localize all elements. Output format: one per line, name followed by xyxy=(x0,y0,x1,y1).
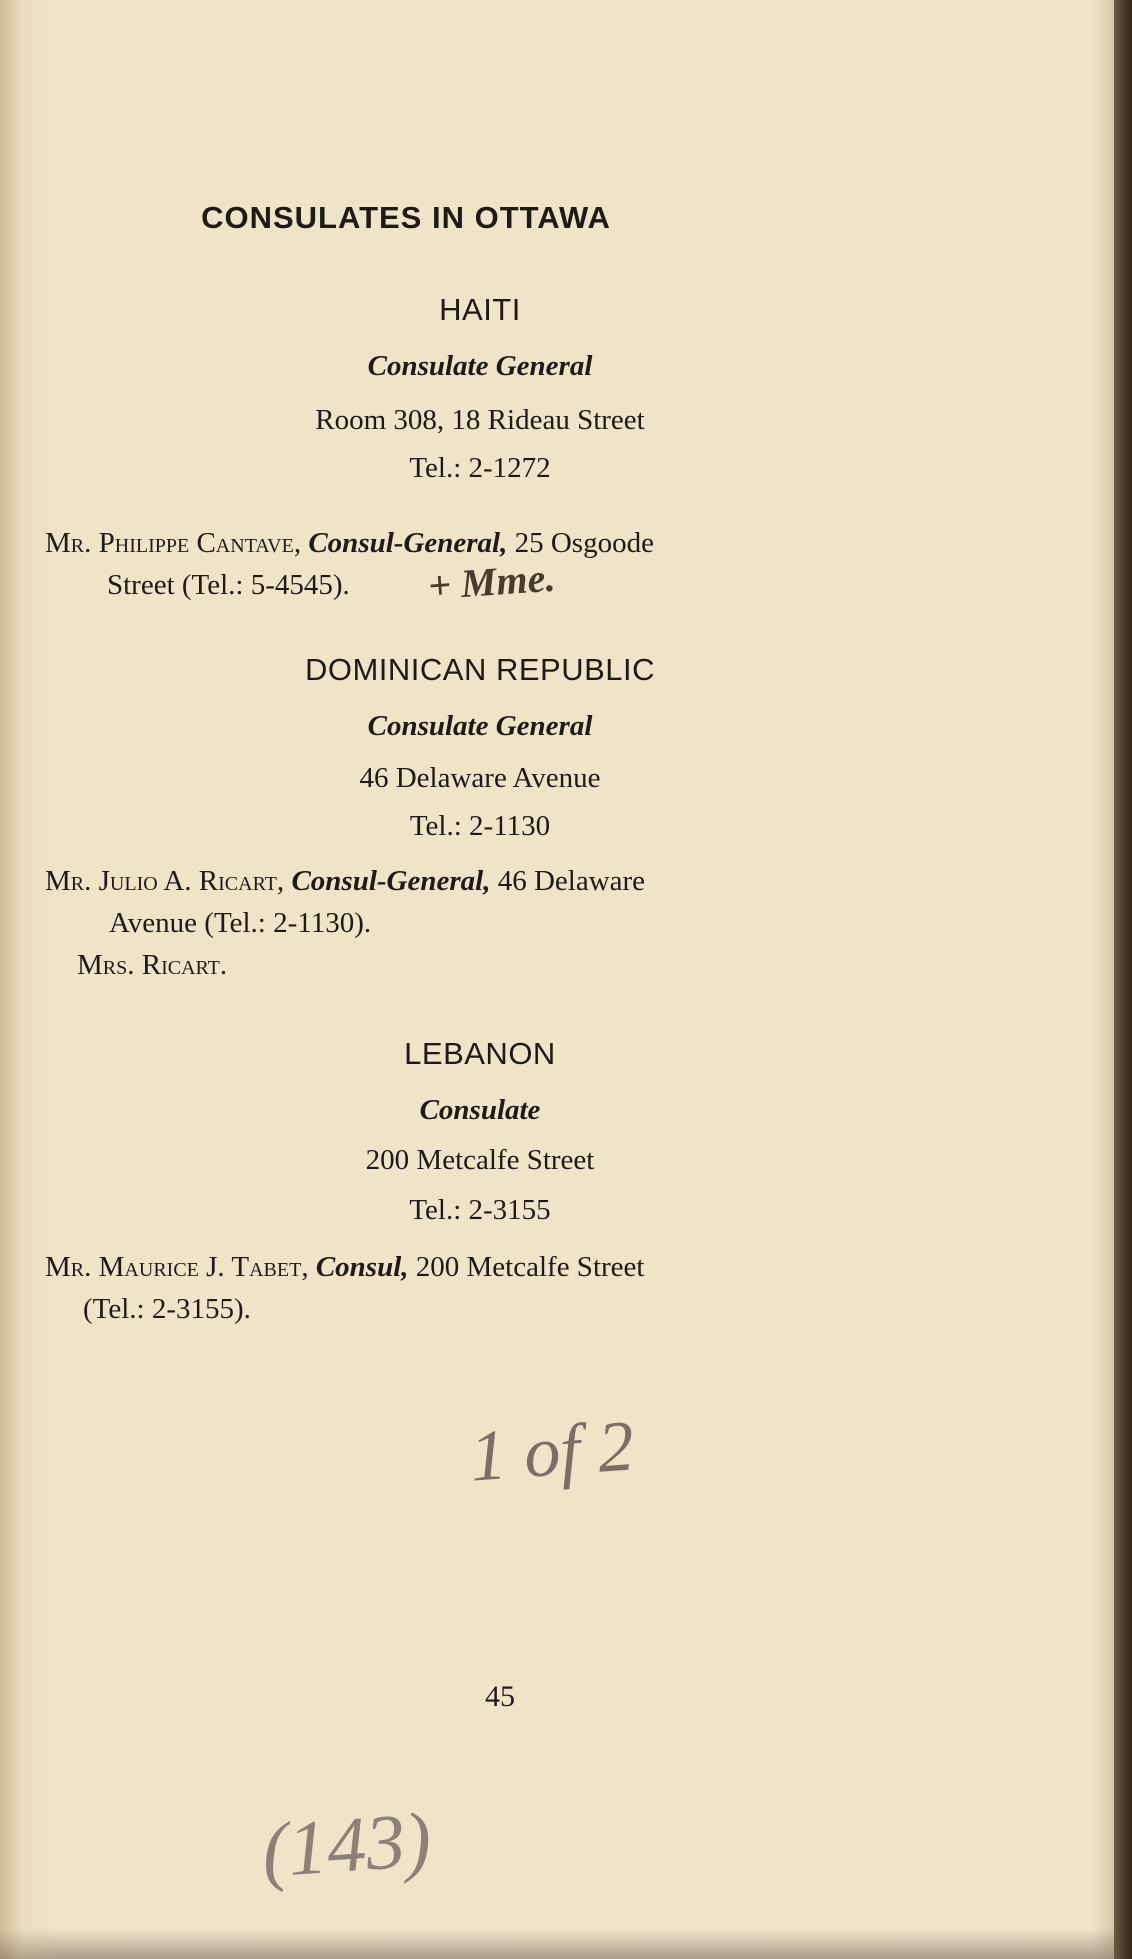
entry-address: 46 Delaware xyxy=(497,865,646,897)
consulate-type-haiti: Consulate General xyxy=(367,350,593,382)
entry-name: Maurice J. Tabet, xyxy=(98,1251,309,1283)
entry-address: 200 Metcalfe Street xyxy=(415,1251,645,1283)
tel-haiti: Tel.: 2-1272 xyxy=(409,452,551,484)
entry-address-cont: (Tel.: 2-3155). xyxy=(83,1293,251,1325)
entry-title: Mr. xyxy=(45,1251,92,1283)
handwritten-folio: (143) xyxy=(259,1795,434,1894)
country-dominican-republic: DOMINICAN REPUBLIC xyxy=(304,652,656,687)
page-heading: CONSULATES IN OTTAWA xyxy=(201,200,611,235)
country-lebanon: LEBANON xyxy=(404,1036,556,1071)
entry-dominican-republic xyxy=(45,860,945,986)
page-number: 45 xyxy=(485,1680,515,1713)
entry-lebanon xyxy=(45,1246,945,1330)
handwritten-copy-note: 1 of 2 xyxy=(467,1405,637,1497)
entry-name: Philippe Cantave, xyxy=(98,527,302,559)
consulate-type-lebanon: Consulate xyxy=(419,1094,541,1126)
entry-name: Julio A. Ricart, xyxy=(98,865,285,897)
entry-address: 25 Osgoode xyxy=(514,527,654,559)
address-dominican-republic: 46 Delaware Avenue xyxy=(359,762,601,794)
entry-role: Consul, xyxy=(315,1251,409,1283)
tel-lebanon: Tel.: 2-3155 xyxy=(409,1194,551,1226)
entry-role: Consul-General, xyxy=(308,527,508,559)
consulate-type-dominican-republic: Consulate General xyxy=(367,710,593,742)
handwritten-annotation: + Mme. xyxy=(426,554,557,609)
address-haiti: Room 308, 18 Rideau Street xyxy=(315,404,645,436)
page-binding-edge xyxy=(1114,0,1132,1959)
entry-spouse: Mrs. Ricart. xyxy=(77,949,228,981)
tel-dominican-republic: Tel.: 2-1130 xyxy=(409,810,551,842)
entry-role: Consul-General, xyxy=(291,865,491,897)
country-haiti: HAITI xyxy=(439,292,521,327)
entry-title: Mr. xyxy=(45,527,92,559)
entry-address-cont: Street (Tel.: 5-4545). xyxy=(107,569,350,601)
entry-title: Mr. xyxy=(45,865,92,897)
address-lebanon: 200 Metcalfe Street xyxy=(365,1144,595,1176)
entry-address-cont: Avenue (Tel.: 2-1130). xyxy=(109,907,372,939)
